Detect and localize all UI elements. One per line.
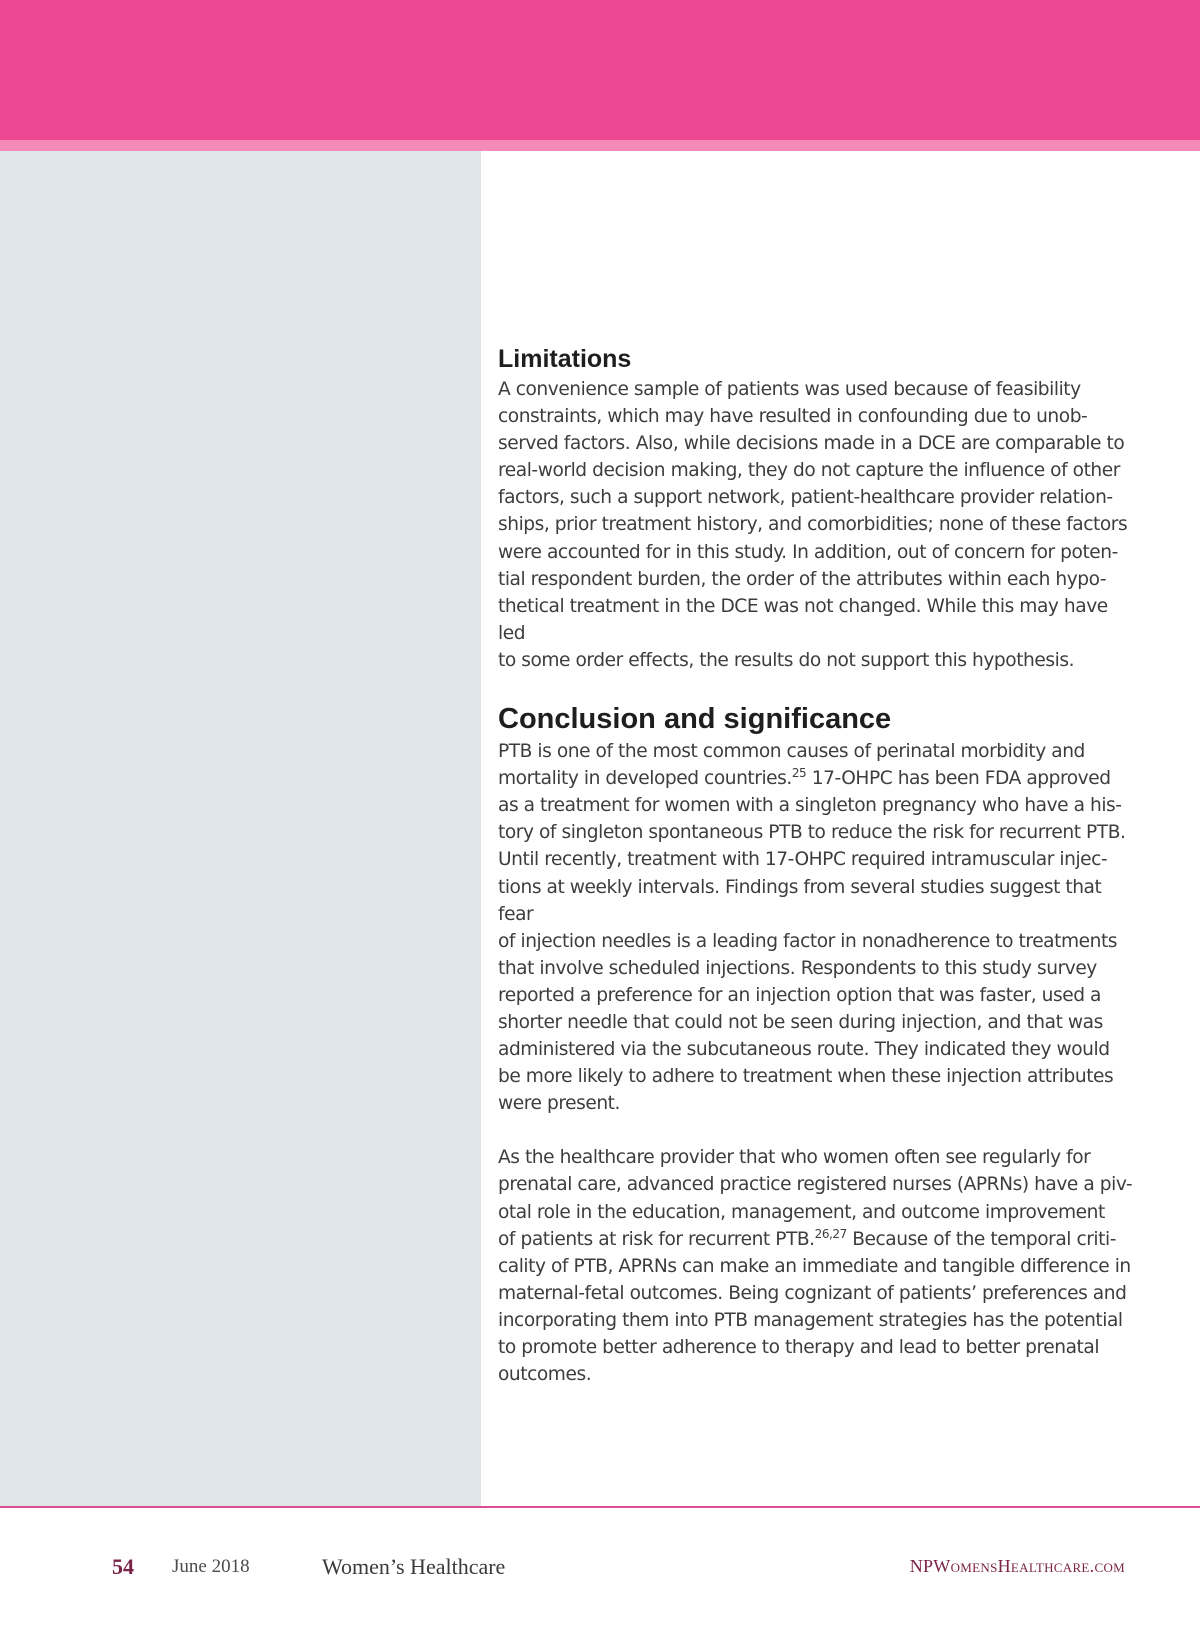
conclusion-paragraph-2 [498, 1144, 1138, 1388]
header-stripe [0, 140, 1200, 151]
website-link[interactable]: NPWomensHealthcare.com [909, 1556, 1125, 1576]
header-band [0, 0, 1200, 140]
reference-superscript: 25 [791, 766, 807, 781]
footer-rule [0, 1506, 1200, 1508]
issue-date: June 2018 [172, 1556, 250, 1577]
text-segment: PTB is one of the most common causes of perinatal morbidity and mortality in developed countries. [498, 741, 1085, 790]
page-footer [0, 1548, 1200, 1588]
page-number: 54 [112, 1554, 134, 1579]
limitations-heading: Limitations [498, 345, 632, 373]
text-segment: Because of the temporal criti- cality of PTB, APRNs can make an immediate and tangible difference in maternal-fetal outcomes. Being cognizant of patients’ preferences and incorporating them into PTB management strategies has the potential to promote better adherence to therapy and lead to better prenatal outcomes. [498, 1228, 1131, 1386]
publication-title: Women’s Healthcare [322, 1554, 506, 1579]
limitations-paragraph: A convenience sample of patients was used because of feasibility constraints, which may have resulted in confounding due to unob- served factors. Also, while decisions made in a DCE are comparable to real-world decision making, they do not capture the influence of other factors, such a support network, patient-healthcare provider relation- ships, prior treatment history, and comorbidities; none of these factors were accounted for in this study. In addition, out of concern for poten- tial respondent burden, the order of the attributes within each hypo- thetical treatment in the DCE was not changed. While this may have led to some order effects, the results do not support this hypothesis. [498, 379, 1128, 671]
article-body [498, 342, 1138, 1388]
text-segment: As the healthcare provider that who women often see regularly for prenatal care, advanced practice registered nurses (APRNs) have a piv- otal role in the education, management, and outcome improvement of patients at risk for recurrent PTB. [498, 1147, 1133, 1250]
text-segment: 17-OHPC has been FDA approved as a treatment for women with a singleton pregnancy who have a his- tory of singleton spontaneous PTB to reduce the risk for recurrent PTB. Until recently, treatment with 17-OHPC required intramuscular injec- tions at weekly intervals. Findings from several studies suggest that fear of injection needles is a leading factor in nonadherence to treatments that involve scheduled injections. Respondents to this study survey reported a preference for an injection option that was faster, used a shorter needle that could not be seen during injection, and that was administered via the subcutaneous route. They indicated they would be more likely to adhere to treatment when these injection attributes were present. [498, 768, 1126, 1115]
sidebar-panel [0, 151, 481, 1506]
reference-superscript: 26,27 [814, 1226, 847, 1241]
conclusion-paragraph-1 [498, 738, 1138, 1117]
conclusion-heading: Conclusion and significance [498, 703, 892, 736]
